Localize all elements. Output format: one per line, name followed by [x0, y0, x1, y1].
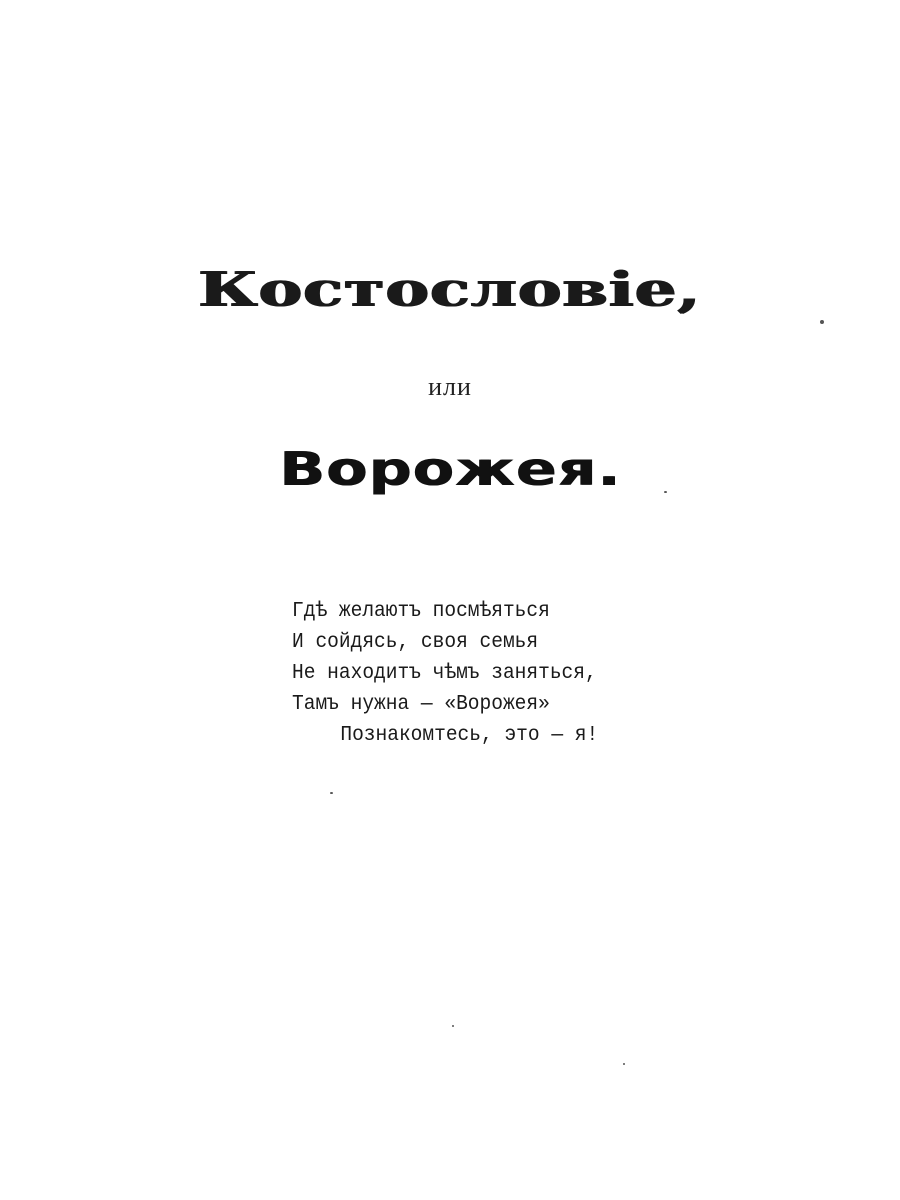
- paper-speck: [330, 792, 333, 794]
- verse-line: Познакомтесь, это — я!: [340, 724, 599, 747]
- paper-speck: [623, 1063, 625, 1065]
- title-connector: или: [428, 372, 472, 401]
- paper-speck: [664, 491, 667, 493]
- verse-line: Не находитъ чѣмъ заняться,: [292, 662, 597, 685]
- paper-speck: [452, 1025, 454, 1027]
- epigraph-verse: [292, 596, 621, 751]
- verse-line: Тамъ нужна — «Ворожея»: [292, 693, 550, 716]
- paper-speck: [820, 320, 824, 324]
- page-subtitle: Ворожея.: [278, 442, 622, 496]
- verse-line: И сойдясь, своя семья: [292, 631, 539, 654]
- verse-line: Гдѣ желаютъ посмѣяться: [292, 600, 550, 623]
- page-title: Костословіе,: [198, 262, 702, 318]
